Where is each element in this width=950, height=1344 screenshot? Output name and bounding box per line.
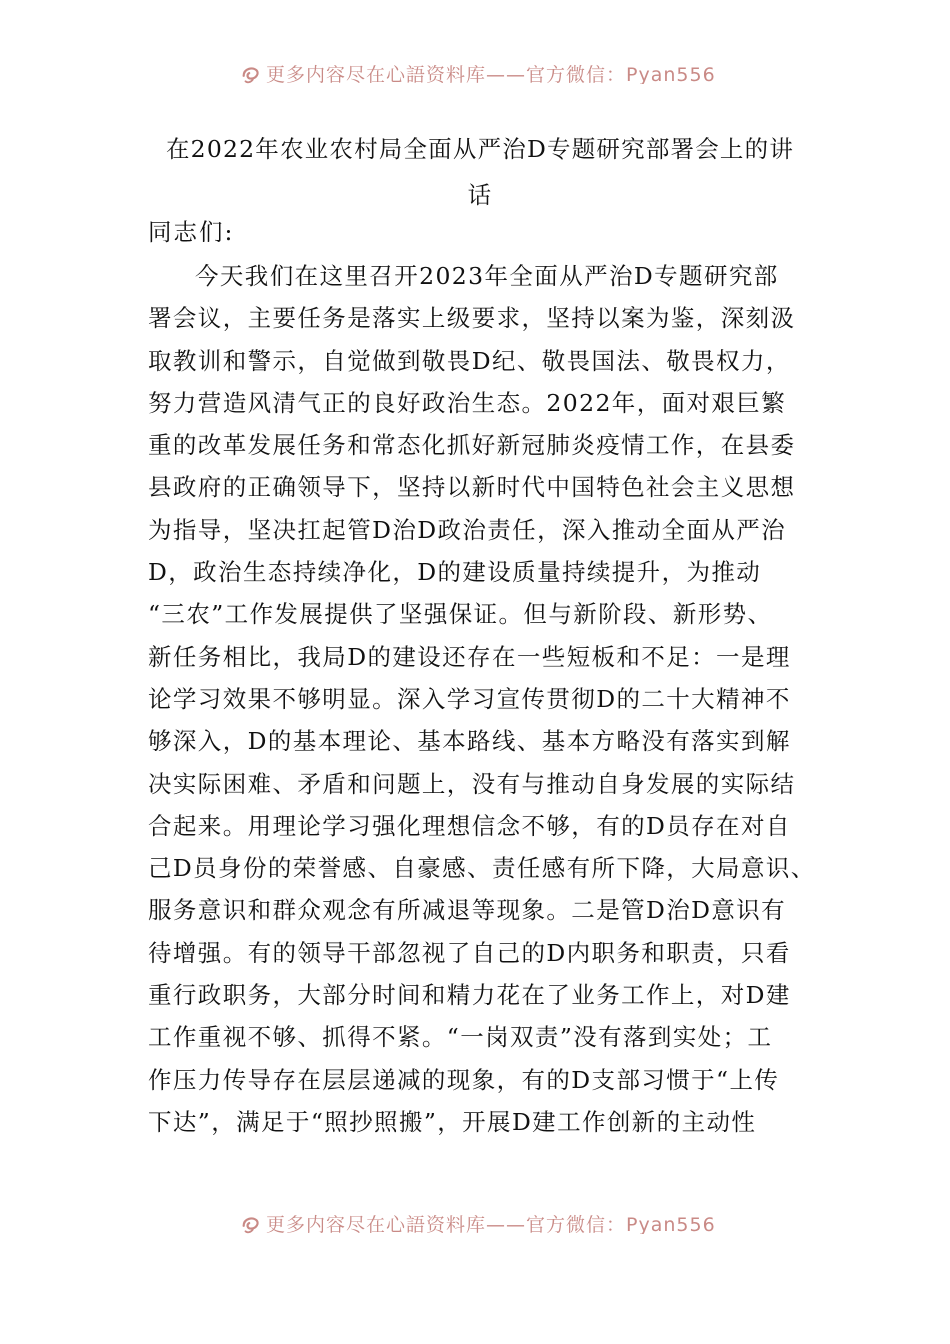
body-line: 工作重视不够、抓得不紧。“一岗双责”没有落到实处；工 (148, 1023, 773, 1052)
body-line: 论学习效果不够明显。深入学习宣传贯彻D的二十大精神不 (148, 684, 791, 713)
title-line-1: 在2022年农业农村局全面从严治D专题研究部署会上的讲 (165, 135, 795, 163)
body-line: 决实际困难、矛盾和问题上，没有与推动自身发展的实际结 (148, 769, 796, 798)
body-line: 县政府的正确领导下，坚持以新时代中国特色社会主义思想 (148, 473, 796, 502)
body-line: 取教训和警示，自觉做到敬畏D纪、敬畏国法、敬畏权力， (148, 346, 791, 375)
body-line: 为指导，坚决扛起管D治D政治责任，深入推动全面从严治 (148, 515, 787, 544)
body-line: 重行政职务，大部分时间和精力花在了业务工作上，对D建 (148, 981, 791, 1010)
body-line: “三农”工作发展提供了坚强保证。但与新阶段、新形势、 (148, 600, 773, 629)
body-line: 作压力传导存在层层递减的现象，有的D支部习惯于“上传 (148, 1065, 780, 1094)
body-paragraph (148, 255, 816, 1143)
body-line: 够深入，D的基本理论、基本路线、基本方略没有落实到解 (148, 727, 791, 756)
body-line: 下达”，满足于“照抄照搬”，开展D建工作创新的主动性 (148, 1107, 757, 1136)
body-line: 待增强。有的领导干部忽视了自己的D内职务和职责，只看 (148, 938, 791, 967)
body-line: 合起来。用理论学习强化理想信念不够，有的D员存在对自 (148, 811, 791, 840)
watermark-text: 更多内容尽在心語资料库——官方微信：Pyan556 (266, 64, 716, 84)
title-line-2: 话 (467, 181, 493, 209)
body-line: 今天我们在这里召开2023年全面从严治D专题研究部 (195, 262, 779, 290)
body-line: D，政治生态持续净化，D的建设质量持续提升，为推动 (148, 558, 762, 587)
body-line: 努力营造风清气正的良好政治生态。2022年，面对艰巨繁 (148, 388, 787, 417)
body-line: 重的改革发展任务和常态化抓好新冠肺炎疫情工作，在县委 (148, 431, 796, 460)
salutation: 同志们: (148, 218, 235, 246)
body-line: 署会议，主要任务是落实上级要求，坚持以案为鉴，深刻汲 (148, 304, 796, 333)
page-title (150, 126, 810, 218)
brand-logo-icon (240, 63, 262, 85)
body-line: 服务意识和群众观念有所减退等现象。二是管D治D意识有 (148, 896, 787, 925)
watermark-banner-bottom (0, 1206, 950, 1234)
brand-logo-icon (240, 1213, 262, 1235)
watermark-text: 更多内容尽在心語资料库——官方微信：Pyan556 (266, 1214, 716, 1234)
watermark-banner-top (0, 56, 950, 84)
body-line: 己D员身份的荣誉感、自豪感、责任感有所下降，大局意识、 (148, 854, 816, 883)
body-line: 新任务相比，我局D的建设还存在一些短板和不足：一是理 (148, 642, 791, 671)
